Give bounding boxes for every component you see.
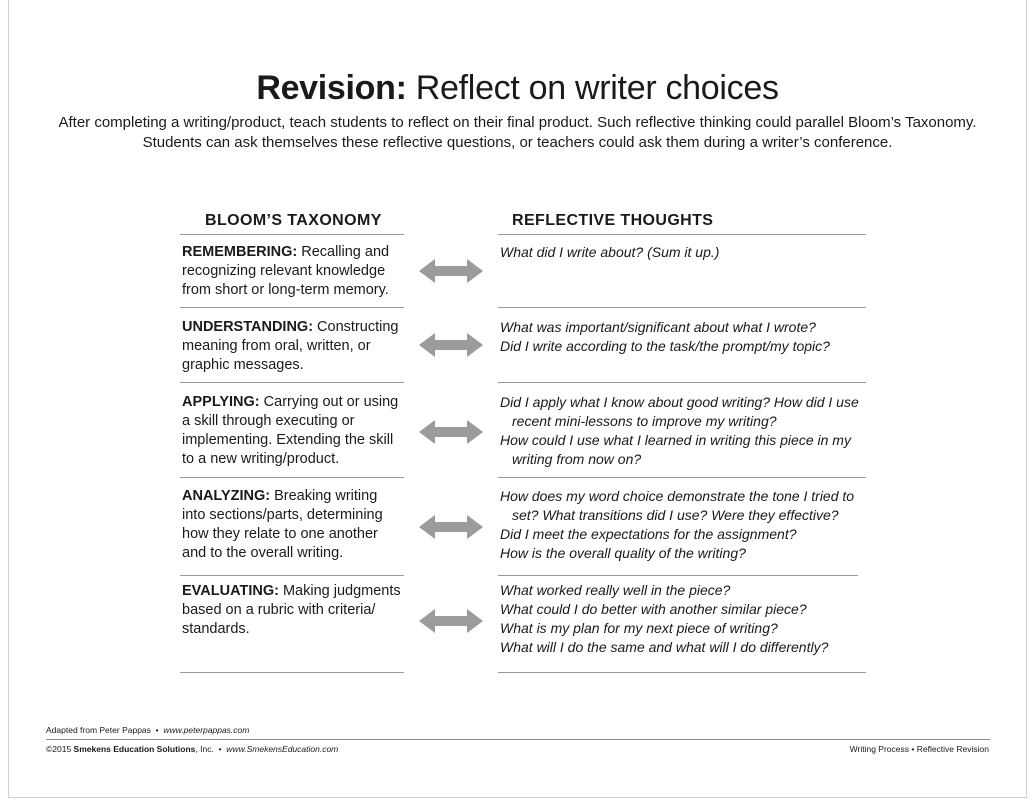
double-arrow-icon — [419, 417, 483, 447]
footer-separator: • — [155, 725, 159, 735]
footer-company: Smekens Education Solutions — [73, 744, 196, 754]
taxonomy-remembering — [182, 243, 404, 300]
title-rest: Reflect on writer choices — [406, 69, 779, 107]
question: What could I do better with another similar piece? — [500, 601, 807, 617]
footer-adapted-text: Adapted from Peter Pappas — [46, 725, 151, 735]
question: Did I write according to the task/the prompt/my topic? — [500, 338, 830, 354]
blooms-taxonomy-heading: BLOOM’S TAXONOMY — [205, 212, 382, 229]
intro-line-2: Students can ask themselves these reflective questions, or teachers could ask them during a writer’s conference. — [142, 134, 893, 151]
right-rule-2 — [498, 382, 866, 383]
term: REMEMBERING: — [182, 244, 298, 260]
double-arrow-icon — [419, 330, 483, 360]
right-rule-4 — [498, 575, 858, 576]
definition: Carrying out or using a skill through executing or implementing. Extending the skill to a new writing/product. — [182, 394, 399, 467]
footer-rule — [46, 739, 990, 740]
question: What will I do the same and what will I do differently? — [500, 639, 829, 655]
term: APPLYING: — [182, 394, 260, 410]
double-arrow-icon — [419, 256, 483, 286]
question: What is my plan for my next piece of writing? — [500, 620, 778, 636]
question: What did I write about? (Sum it up.) — [500, 244, 720, 260]
left-rule-3 — [180, 477, 404, 478]
reflective-applying — [500, 393, 870, 469]
term: ANALYZING: — [182, 488, 271, 504]
question: Did I meet the expectations for the assignment? — [500, 526, 797, 542]
footer-company-url: www.SmekensEducation.com — [226, 744, 339, 754]
double-arrow-icon — [419, 606, 483, 636]
term: EVALUATING: — [182, 583, 279, 599]
intro-line-1: After completing a writing/product, teach students to reflect on their final product. Such reflective thinking could parallel Bloom’s Taxonomy. — [58, 114, 977, 131]
right-rule-0 — [498, 234, 866, 235]
footer-copyright-prefix: ©2015 — [46, 744, 74, 754]
definition: Recalling and recognizing relevant knowledge from short or long-term memory. — [182, 244, 390, 298]
intro-text — [0, 113, 1035, 153]
right-rule-5 — [498, 672, 866, 673]
definition: Making judgments based on a rubric with criteria/ standards. — [182, 583, 401, 637]
question: Did I apply what I know about good writing? How did I use recent mini-lessons to improve my writing? — [500, 394, 859, 429]
question: What worked really well in the piece? — [500, 582, 731, 598]
left-rule-1 — [180, 307, 404, 308]
taxonomy-evaluating — [182, 582, 404, 639]
footer-right: Writing Process • Reflective Revision — [849, 744, 989, 754]
right-rule-3 — [498, 477, 866, 478]
taxonomy-applying — [182, 393, 404, 469]
footer-adapted — [46, 725, 249, 736]
definition: Breaking writing into sections/parts, determining how they relate to one another and to the overall writing. — [182, 488, 383, 561]
question: How is the overall quality of the writing? — [500, 545, 746, 561]
taxonomy-understanding — [182, 318, 404, 375]
footer-adapted-url: www.peterpappas.com — [163, 725, 250, 735]
reflective-understanding — [500, 318, 870, 356]
reflective-thoughts-heading: REFLECTIVE THOUGHTS — [512, 212, 714, 229]
question: How does my word choice demonstrate the tone I tried to set? What transitions did I use? Were they effective? — [500, 488, 855, 523]
title-bold: Revision: — [256, 69, 407, 107]
double-arrow-icon — [419, 512, 483, 542]
left-rule-5 — [180, 672, 404, 673]
footer-company-suffix: , Inc. — [195, 744, 214, 754]
taxonomy-analyzing — [182, 487, 404, 563]
reflective-analyzing — [500, 487, 870, 563]
term: UNDERSTANDING: — [182, 319, 314, 335]
page-title — [0, 66, 1035, 110]
question: How could I use what I learned in writing this piece in my writing from now on? — [500, 432, 851, 467]
reflective-evaluating — [500, 581, 870, 657]
definition: Constructing meaning from oral, written, or graphic messages. — [182, 319, 399, 373]
left-rule-2 — [180, 382, 404, 383]
footer-separator: • — [218, 744, 222, 754]
left-rule-4 — [180, 575, 404, 576]
question: What was important/significant about what I wrote? — [500, 319, 816, 335]
footer-copyright — [46, 744, 338, 755]
reflective-remembering — [500, 243, 870, 262]
left-rule-0 — [180, 234, 404, 235]
right-rule-1 — [498, 307, 866, 308]
